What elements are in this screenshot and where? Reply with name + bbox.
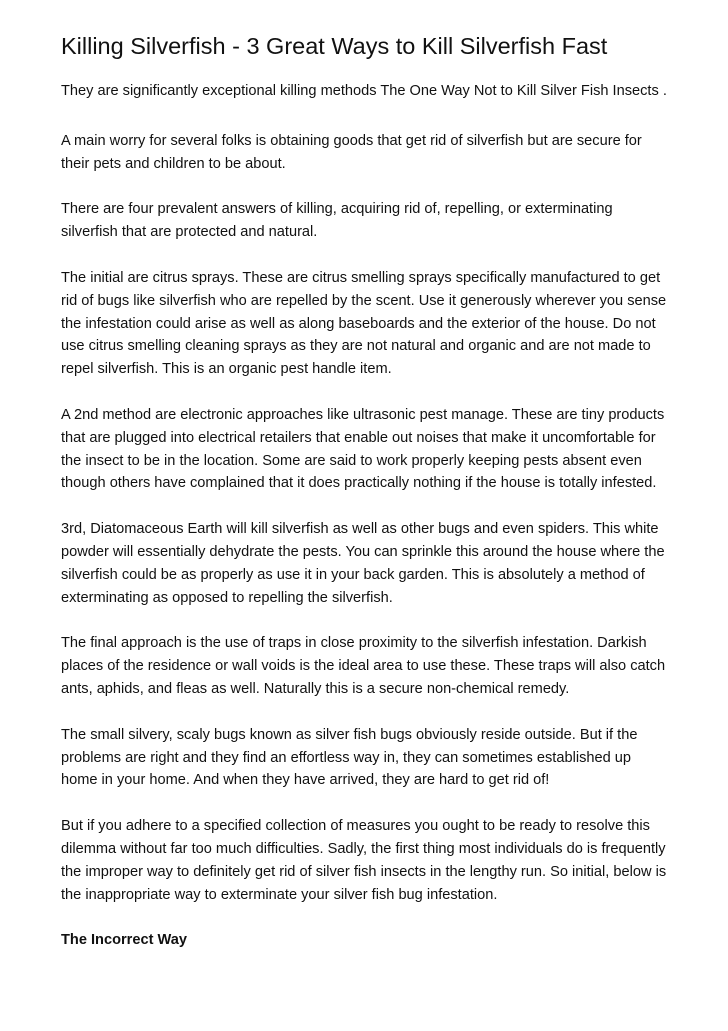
paragraph-4: A 2nd method are electronic approaches like ultrasonic pest manage. These are tiny products that are plugged into electrical retailers that enable out noises that make it uncomfortable for the insect to be in the location. Some are said to work properly keeping pests absent even though others have complained that it does practically nothing if the house is totally infested. [61, 406, 665, 492]
paragraph-2: There are four prevalent answers of killing, acquiring rid of, repelling, or exterminating silverfish that are protected and natural. [61, 201, 613, 241]
paragraph-6: The final approach is the use of traps in close proximity to the silverfish infestation. Darkish places of the residence or wall voids is the ideal area to use these. These traps will also catch ants, aphids, and fleas as well. Naturally this is a secure non-chemical remedy. [61, 635, 666, 697]
paragraph-7: The small silvery, scaly bugs known as silver fish bugs obviously reside outside. But if the problems are right and they find an effortless way in, they can sometimes established up home in your home. And when they have arrived, they are hard to get rid of! [61, 726, 638, 789]
section-heading: The Incorrect Way [61, 932, 187, 949]
paragraph-8: But if you adhere to a specified collection of measures you ought to be ready to resolve this dilemma without far too much difficulties. Sadly, the first thing most individuals do is frequently the improper way to definitely get rid of silver fish insects in the lengthy run. So initial, below is the inappropriate way to exterminate your silver fish bug infestation. [61, 818, 667, 903]
document-title: Killing Silverfish - 3 Great Ways to Kill Silverfish Fast [61, 33, 608, 59]
paragraph-1: A main worry for several folks is obtaining goods that get rid of silverfish but are secure for their pets and children to be about. [61, 132, 642, 172]
paragraph-3: The initial are citrus sprays. These are citrus smelling sprays specifically manufactured to get rid of bugs like silverfish who are repelled by the scent. Use it generously wherever you sense the infestation could arise as well as along baseboards and the exterior of the house. Do not use citrus smelling cleaning sprays as they are not natural and organic and are not made to repel silverfish. This is an organic pest handle item. [61, 269, 667, 378]
paragraph-5: 3rd, Diatomaceous Earth will kill silverfish as well as other bugs and even spiders. This white powder will essentially dehydrate the pests. You can sprinkle this around the house where the silverfish could be as properly as use it in your back garden. This is absolutely a method of exterminating as opposed to repelling the silverfish. [61, 521, 665, 606]
document-page [61, 30, 671, 952]
intro-paragraph: They are significantly exceptional killing methods The One Way Not to Kill Silver Fish Insects . [61, 83, 667, 99]
